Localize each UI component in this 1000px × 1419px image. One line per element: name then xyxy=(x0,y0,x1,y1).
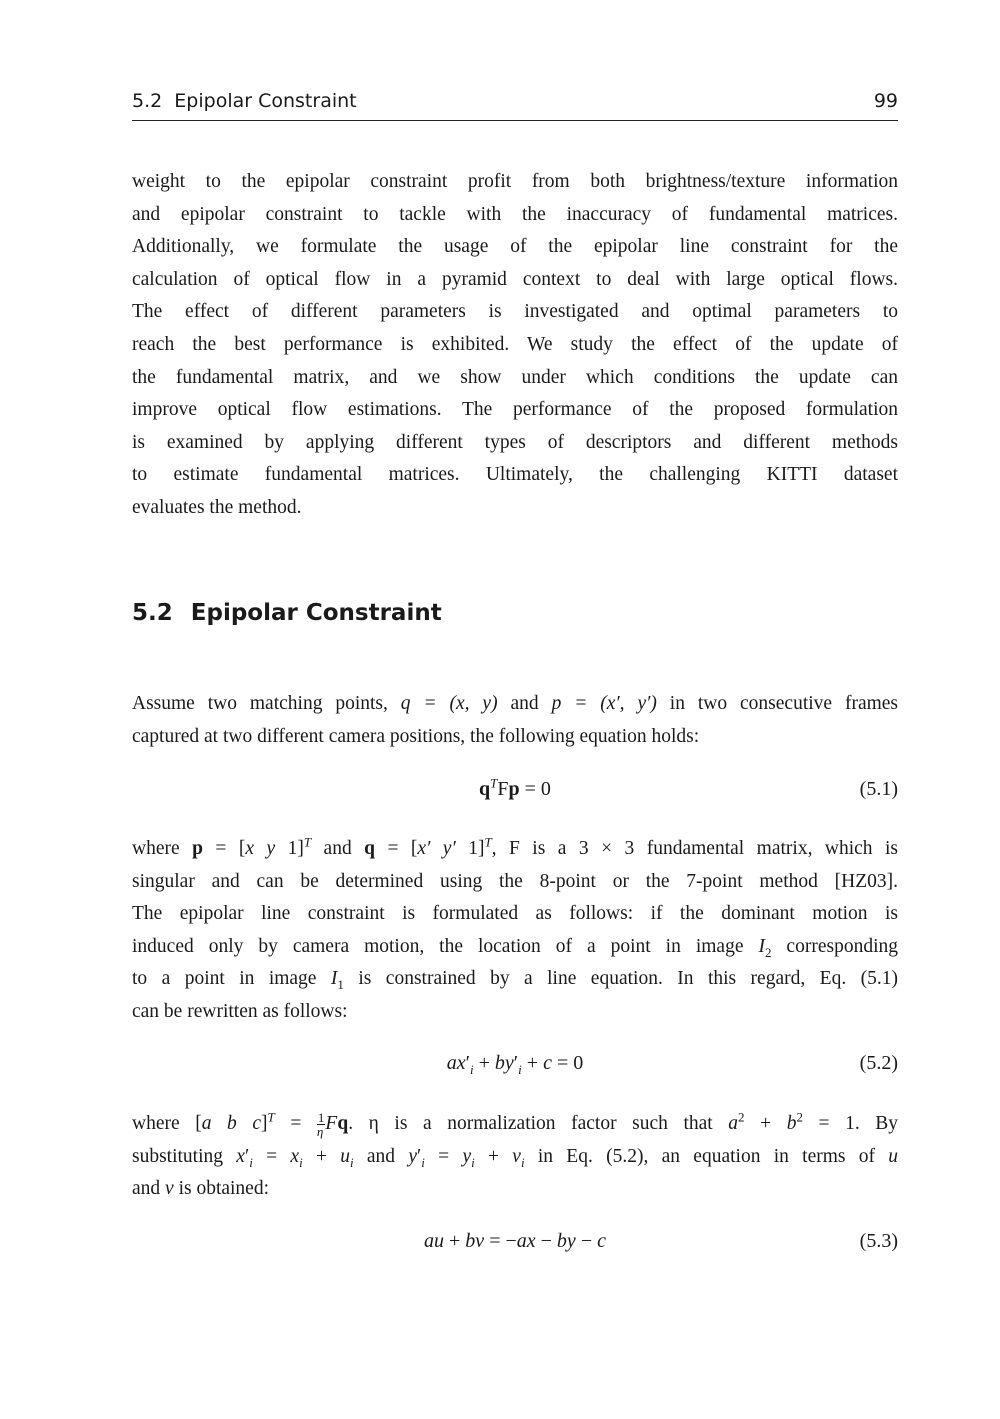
equation-number: (5.1) xyxy=(859,778,898,800)
text-line: to a point in image $I_1$ is constrained by a line equation. In this regard, Eq. (5.1) xyxy=(132,968,898,993)
intro-paragraph xyxy=(132,166,898,525)
equation-5-3 xyxy=(132,1230,898,1262)
equation-number: (5.3) xyxy=(859,1230,898,1252)
text-line: The epipolar line constraint is formulated as follows: if the dominant motion is xyxy=(132,903,898,925)
text-line: calculation of optical flow in a pyramid context to deal with large optical flows. xyxy=(132,268,898,290)
text-line: where [a b c]$^T$ = $\frac{1}{\eta}$ Fq. η is a normalization factor such that $a^2 + b^2 = 1$. By xyxy=(132,1109,899,1140)
equation-5-2 xyxy=(132,1052,898,1084)
math-q-point: q = (x, y) xyxy=(400,693,498,714)
equation-expression: $ax'_i + by'_i + c = 0$ xyxy=(446,1052,584,1077)
text-line: can be rewritten as follows: xyxy=(132,1000,348,1022)
equation-expression: $q^TFp = 0$ xyxy=(479,775,551,800)
text-line: substituting $x'_i = x_i + u_i$ and $y'_i = y_i + v_i$ in Eq. (5.2), an equation in terms of u xyxy=(132,1145,899,1170)
equation-5-1 xyxy=(132,775,898,810)
paragraph-fundamental-matrix xyxy=(132,833,898,1029)
page-number: 99 xyxy=(873,90,898,112)
equation-number: (5.2) xyxy=(859,1052,898,1074)
text-line: The effect of different parameters is investigated and optimal parameters to xyxy=(132,301,898,323)
text-line: and v is obtained: xyxy=(132,1178,270,1200)
section-number: 5.2 xyxy=(132,600,173,626)
text-line: reach the best performance is exhibited. We study the effect of the update of xyxy=(132,333,898,355)
text-line: induced only by camera motion, the location of a point in image $I_2$ corresponding xyxy=(132,935,898,960)
paragraph-matching-points xyxy=(132,688,898,753)
text-line: the fundamental matrix, and we show under which conditions the update can xyxy=(132,366,898,388)
text-line: is examined by applying different types of descriptors and different methods xyxy=(132,431,898,453)
equation-expression: au + bv = −ax − by − c xyxy=(424,1230,606,1252)
section-heading xyxy=(132,600,442,626)
section-title: Epipolar Constraint xyxy=(190,600,442,626)
text-line: captured at two different camera positions, the following equation holds: xyxy=(132,725,700,747)
text-line: improve optical flow estimations. The performance of the proposed formulation xyxy=(132,399,898,421)
running-head-section: 5.2 Epipolar Constraint xyxy=(132,90,357,112)
text-line: Assume two matching points, q = (x, y) and p = (x′, y′) in two consecutive frames xyxy=(132,693,899,714)
text-line: and epipolar constraint to tackle with the inaccuracy of fundamental matrices. xyxy=(132,203,898,225)
text-line: where p = [x y 1]$^T$ and q = [x′ y′ 1]$^T$, F is a 3 × 3 fundamental matrix, which is xyxy=(132,834,899,859)
math-p-point: p = (x′, y′) xyxy=(551,693,657,714)
text-line: singular and can be determined using the 8-point or the 7-point method [HZ03]. xyxy=(132,870,898,892)
text-line: weight to the epipolar constraint profit from both brightness/texture information xyxy=(132,171,898,192)
running-head xyxy=(132,88,898,121)
text-line: Additionally, we formulate the usage of the epipolar line constraint for the xyxy=(132,236,898,258)
paragraph-normalization xyxy=(132,1108,898,1206)
fraction-one-over-eta: $\frac{1}{\eta}$ xyxy=(316,1110,325,1140)
text-line: evaluates the method. xyxy=(132,496,302,518)
text-line: to estimate fundamental matrices. Ultimately, the challenging KITTI dataset xyxy=(132,464,898,486)
